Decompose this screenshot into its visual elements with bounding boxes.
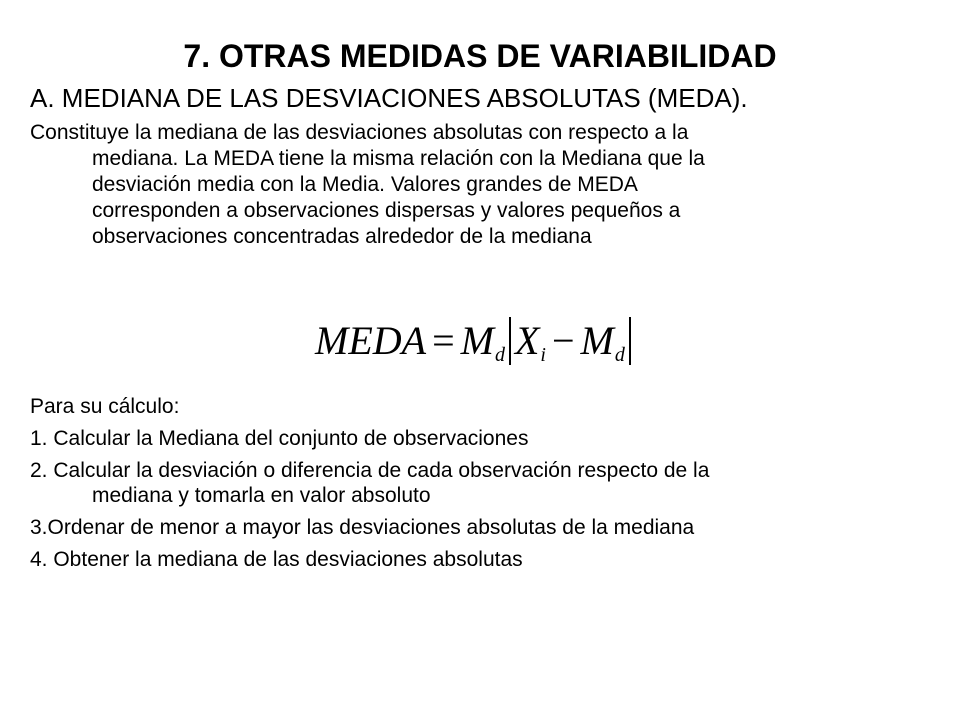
formula-median-symbol-2: M	[580, 318, 614, 363]
formula-median-symbol: M	[460, 318, 494, 363]
calculation-steps	[30, 394, 940, 579]
step-item	[30, 426, 940, 451]
formula-x-subscript: i	[540, 344, 546, 366]
intro-paragraph	[30, 120, 930, 250]
formula-minus: −	[551, 318, 575, 363]
absolute-value-bar-right	[629, 317, 631, 365]
step-item	[30, 547, 940, 572]
step-line: 2. Calcular la desviación o diferencia de cada observación respecto de la	[30, 459, 710, 482]
intro-line: desviación media con la Media. Valores grandes de MEDA	[92, 173, 638, 196]
slide-title: 7. OTRAS MEDIDAS DE VARIABILIDAD	[183, 38, 777, 74]
formula-equals: =	[432, 318, 455, 363]
meda-formula	[315, 316, 635, 366]
absolute-value-bar-left	[509, 317, 511, 365]
step-item	[30, 515, 940, 540]
step-line: 1. Calcular la Mediana del conjunto de observaciones	[30, 427, 529, 450]
formula-lhs: MEDA	[315, 318, 427, 363]
intro-line: mediana. La MEDA tiene la misma relación con la Mediana que la	[92, 147, 705, 170]
formula-x-symbol: X	[514, 318, 540, 363]
intro-line: observaciones concentradas alrededor de la mediana	[92, 225, 592, 248]
formula-median-subscript: d	[494, 344, 505, 366]
step-line: mediana y tomarla en valor absoluto	[92, 484, 431, 507]
section-subtitle: A. MEDIANA DE LAS DESVIACIONES ABSOLUTAS (MEDA).	[30, 83, 748, 113]
intro-line: Constituye la mediana de las desviaciones absolutas con respecto a la	[30, 121, 689, 144]
step-line: 4. Obtener la mediana de las desviaciones absolutas	[30, 548, 523, 571]
intro-line: corresponden a observaciones dispersas y valores pequeños a	[92, 199, 681, 222]
step-line: 3.Ordenar de menor a mayor las desviaciones absolutas de la mediana	[30, 516, 695, 539]
formula-median-subscript-2: d	[614, 344, 625, 366]
step-item	[30, 458, 940, 508]
steps-heading: Para su cálculo:	[30, 395, 180, 418]
